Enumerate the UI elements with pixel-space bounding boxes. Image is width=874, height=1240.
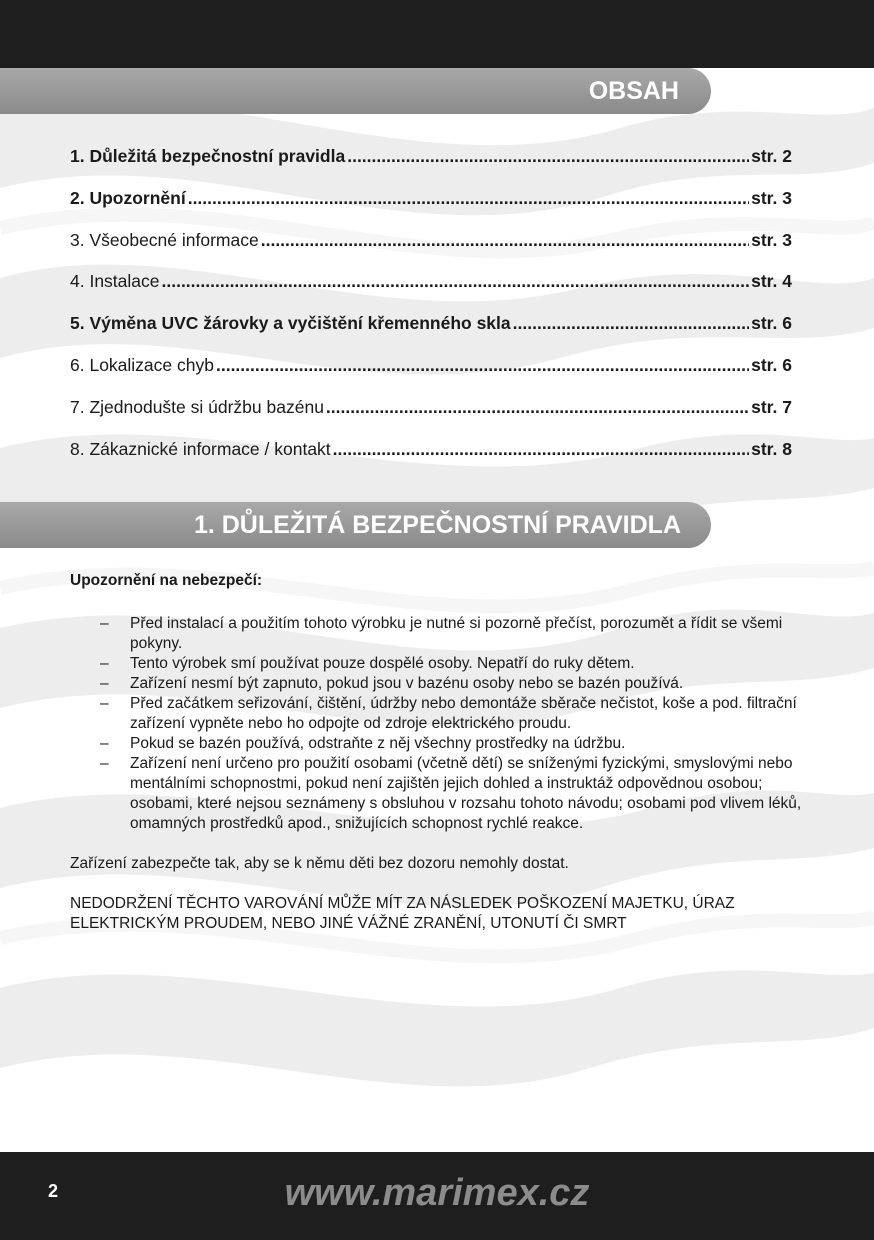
toc-leader-dots	[216, 355, 749, 376]
list-item-text: Před začátkem seřizování, čištění, údržby nebo demontáže sběrače nečistot, koše a pod. filtrační zařízení vypněte nebo ho odpojte od zdroje elektrického proudu.	[130, 695, 797, 732]
bullet-dash: –	[100, 695, 109, 712]
toc-item-title: 7. Zjednodušte si údržbu bazénu	[70, 396, 324, 417]
table-of-contents	[70, 146, 792, 480]
toc-item[interactable]	[70, 188, 792, 230]
list-item	[70, 614, 810, 654]
list-item	[70, 734, 810, 754]
toc-item[interactable]	[70, 355, 792, 397]
toc-item-page: str. 8	[751, 438, 792, 459]
toc-item[interactable]	[70, 397, 792, 439]
list-item	[70, 694, 810, 734]
list-item-text: Tento výrobek smí používat pouze dospělé osoby. Nepatří do ruky dětem.	[130, 655, 635, 672]
list-item-text: Zařízení není určeno pro použití osobami (včetně dětí) se sníženými fyzickými, smyslovými nebo mentálními schopnostmi, pokud není zajištěn jejich dohled a instruktáž odpovědnou osobou; osobami, které nejsou seznámeny s obsluhou v rozsahu tohoto návodu; osobami pod vlivem léků, omamných prostředků apod., snižujících schopnost rychlé reakce.	[130, 755, 802, 832]
toc-item[interactable]	[70, 439, 792, 481]
top-bar	[0, 0, 874, 68]
toc-leader-dots	[347, 146, 749, 167]
website-url[interactable]: www.marimex.cz	[284, 1172, 590, 1214]
toc-leader-dots	[326, 397, 749, 418]
toc-item-page: str. 6	[751, 313, 792, 334]
toc-item-title: 5. Výměna UVC žárovky a vyčištění křemenného skla	[70, 313, 511, 334]
toc-item-title: 3. Všeobecné informace	[70, 229, 259, 250]
toc-item-title: 6. Lokalizace chyb	[70, 354, 214, 375]
toc-item[interactable]	[70, 230, 792, 272]
contents-title: OBSAH	[588, 76, 679, 105]
final-warning: NEDODRŽENÍ TĚCHTO VAROVÁNÍ MŮŽE MÍT ZA NÁSLEDEK POŠKOZENÍ MAJETKU, ÚRAZ ELEKTRICKÝM PROUDEM, NEBO JINÉ VÁŽNÉ ZRANĚNÍ, UTONUTÍ ČI SMRT	[70, 895, 735, 932]
bullet-dash: –	[100, 735, 109, 752]
toc-item-page: str. 4	[751, 271, 792, 292]
bullet-dash: –	[100, 655, 109, 672]
toc-item-title: 4. Instalace	[70, 271, 160, 292]
list-item-text: Před instalací a použitím tohoto výrobku je nutné si pozorně přečíst, porozumět a řídit se všemi pokyny.	[130, 615, 783, 652]
toc-item[interactable]	[70, 146, 792, 188]
section-heading: 1. DŮLEŽITÁ BEZPEČNOSTNÍ PRAVIDLA	[193, 510, 681, 539]
page-number: 2	[48, 1181, 59, 1201]
bullet-dash: –	[100, 755, 109, 772]
toc-leader-dots	[333, 439, 749, 460]
toc-item-title: 2. Upozornění	[70, 187, 186, 208]
bullet-dash: –	[100, 675, 109, 692]
list-item-text: Zařízení nesmí být zapnuto, pokud jsou v bazénu osoby nebo se bazén používá.	[130, 675, 684, 692]
supervision-note: Zařízení zabezpečte tak, aby se k němu děti bez dozoru nemohly dostat.	[70, 855, 569, 872]
toc-item[interactable]	[70, 313, 792, 355]
toc-item-page: str. 7	[751, 396, 792, 417]
list-item	[70, 674, 810, 694]
toc-item-page: str. 3	[751, 187, 792, 208]
toc-item-page: str. 6	[751, 354, 792, 375]
toc-item-page: str. 2	[751, 146, 792, 166]
toc-leader-dots	[188, 188, 749, 209]
safety-section-banner	[0, 502, 711, 548]
toc-item-page: str. 3	[751, 229, 792, 250]
list-item	[70, 754, 810, 834]
list-item-text: Pokud se bazén používá, odstraňte z něj všechny prostředky na údržbu.	[130, 735, 626, 752]
toc-item[interactable]	[70, 271, 792, 313]
toc-leader-dots	[162, 271, 750, 292]
toc-leader-dots	[261, 230, 749, 251]
warning-title: Upozornění na nebezpečí:	[70, 572, 263, 589]
toc-leader-dots	[513, 313, 749, 334]
list-item	[70, 654, 810, 674]
safety-bullet-list	[70, 614, 810, 834]
toc-item-title: 1. Důležitá bezpečnostní pravidla	[70, 146, 346, 166]
toc-item-title: 8. Zákaznické informace / kontakt	[70, 438, 331, 459]
contents-banner	[0, 68, 711, 114]
bullet-dash: –	[100, 615, 109, 632]
